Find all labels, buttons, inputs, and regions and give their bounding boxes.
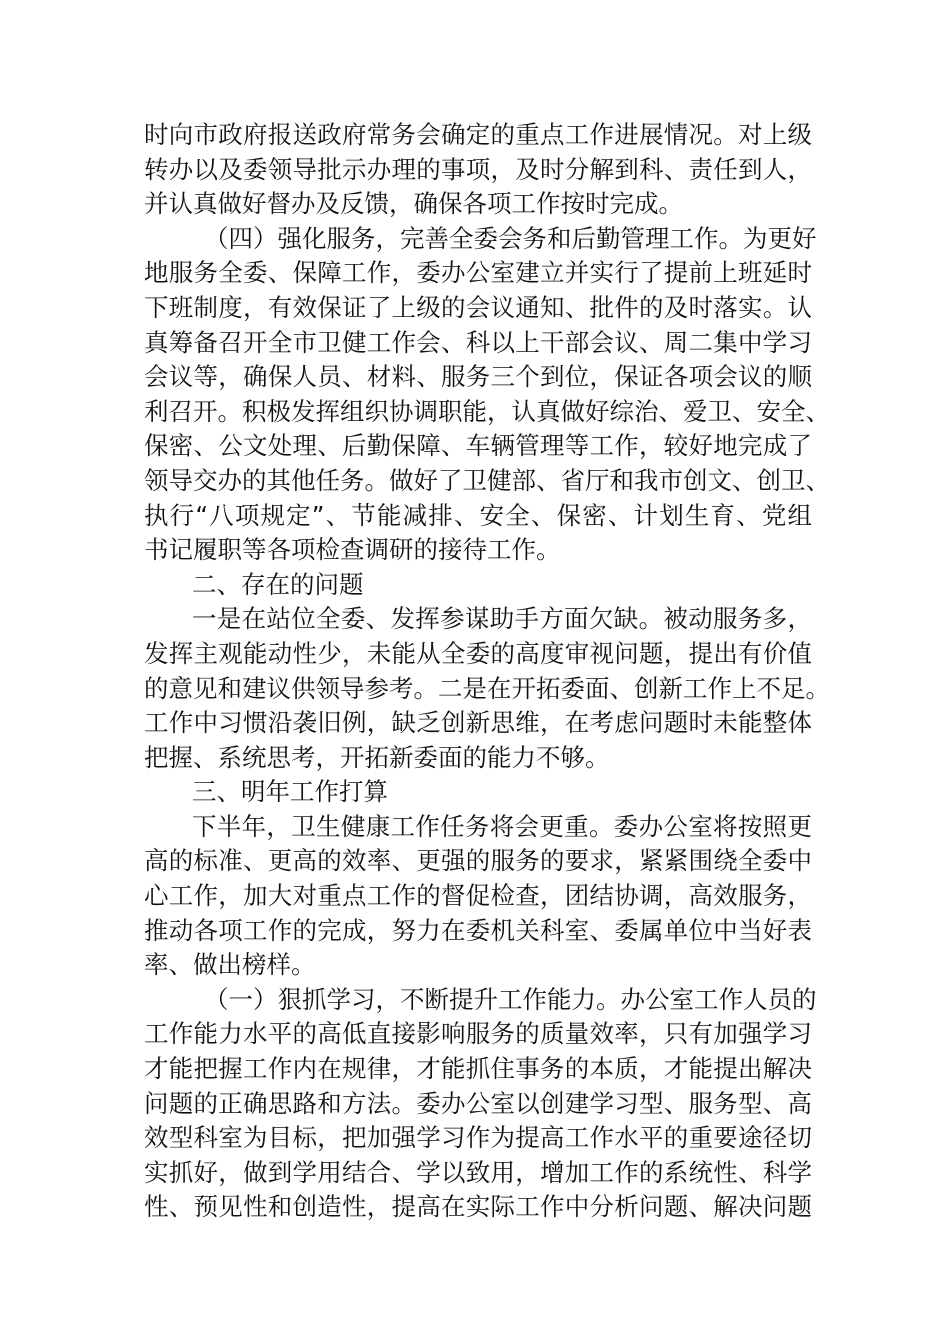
text-line: 书记履职等各项检查调研的接待工作。 — [144, 535, 561, 565]
text-line: 工作能力水平的高低直接影响服务的质量效率，只有加强学习 — [144, 1019, 812, 1049]
section-heading-line: （一）狠抓学习，不断提升工作能力。办公室工作人员的 — [204, 984, 817, 1014]
paragraph-first-line: 一是在站位全委、发挥参谋助手方面欠缺。被动服务多， — [192, 604, 812, 634]
section-heading: 三、明年工作打算 — [192, 777, 388, 807]
body-text — [144, 118, 830, 1225]
text-line: 真筹备召开全市卫健工作会、科以上干部会议、周二集中学习 — [144, 327, 812, 357]
text-line: 性、预见性和创造性，提高在实际工作中分析问题、解决问题 — [144, 1192, 812, 1222]
text-line: 发挥主观能动性少，未能从全委的高度审视问题，提出有价值 — [144, 638, 812, 668]
text-line: 实抓好，做到学用结合、学以致用，增加工作的系统性、科学 — [144, 1157, 812, 1187]
section-heading: 二、存在的问题 — [192, 569, 364, 599]
text-line: 高的标准、更高的效率、更强的服务的要求，紧紧围绕全委中 — [144, 846, 812, 876]
text-line: 问题的正确思路和方法。委办公室以创建学习型、服务型、高 — [144, 1088, 812, 1118]
text-line: 领导交办的其他任务。做好了卫健部、省厅和我市创文、创卫、 — [144, 465, 830, 495]
text-line: 心工作，加大对重点工作的督促检查，团结协调，高效服务， — [144, 881, 812, 911]
text-line: 执行“八项规定”、节能减排、安全、保密、计划生育、党组 — [144, 500, 812, 530]
text-line: 才能把握工作内在规律，才能抓住事务的本质，才能提出解决 — [144, 1054, 812, 1084]
text-line: 地服务全委、保障工作，委办公室建立并实行了提前上班延时 — [144, 258, 812, 288]
text-line: 时向市政府报送政府常务会确定的重点工作进展情况。对上级 — [144, 120, 812, 149]
paragraph-first-line: 下半年，卫生健康工作任务将会更重。委办公室将按照更 — [192, 811, 812, 841]
text-line: 并认真做好督办及反馈，确保各项工作按时完成。 — [144, 189, 683, 219]
text-line: 的意见和建议供领导参考。二是在开拓委面、创新工作上不足。 — [144, 673, 830, 703]
text-line: 保密、公文处理、后勤保障、车辆管理等工作，较好地完成了 — [144, 431, 812, 461]
text-line: 会议等，确保人员、材料、服务三个到位，保证各项会议的顺 — [144, 362, 812, 392]
text-line: 工作中习惯沿袭旧例，缺乏创新思维，在考虑问题时未能整体 — [144, 708, 812, 738]
text-line: 效型科室为目标，把加强学习作为提高工作水平的重要途径切 — [144, 1123, 812, 1153]
text-line: 率、做出榜样。 — [144, 950, 316, 980]
text-line: 推动各项工作的完成，努力在委机关科室、委属单位中当好表 — [144, 915, 812, 945]
text-line: 转办以及委领导批示办理的事项，及时分解到科、责任到人， — [144, 154, 812, 184]
section-heading-line: （四）强化服务，完善全委会务和后勤管理工作。为更好 — [204, 223, 817, 253]
text-line: 利召开。积极发挥组织协调职能，认真做好综治、爱卫、安全、 — [144, 396, 830, 426]
text-line: 下班制度，有效保证了上级的会议通知、批件的及时落实。认 — [144, 292, 812, 322]
text-line: 把握、系统思考，开拓新委面的能力不够。 — [144, 742, 610, 772]
